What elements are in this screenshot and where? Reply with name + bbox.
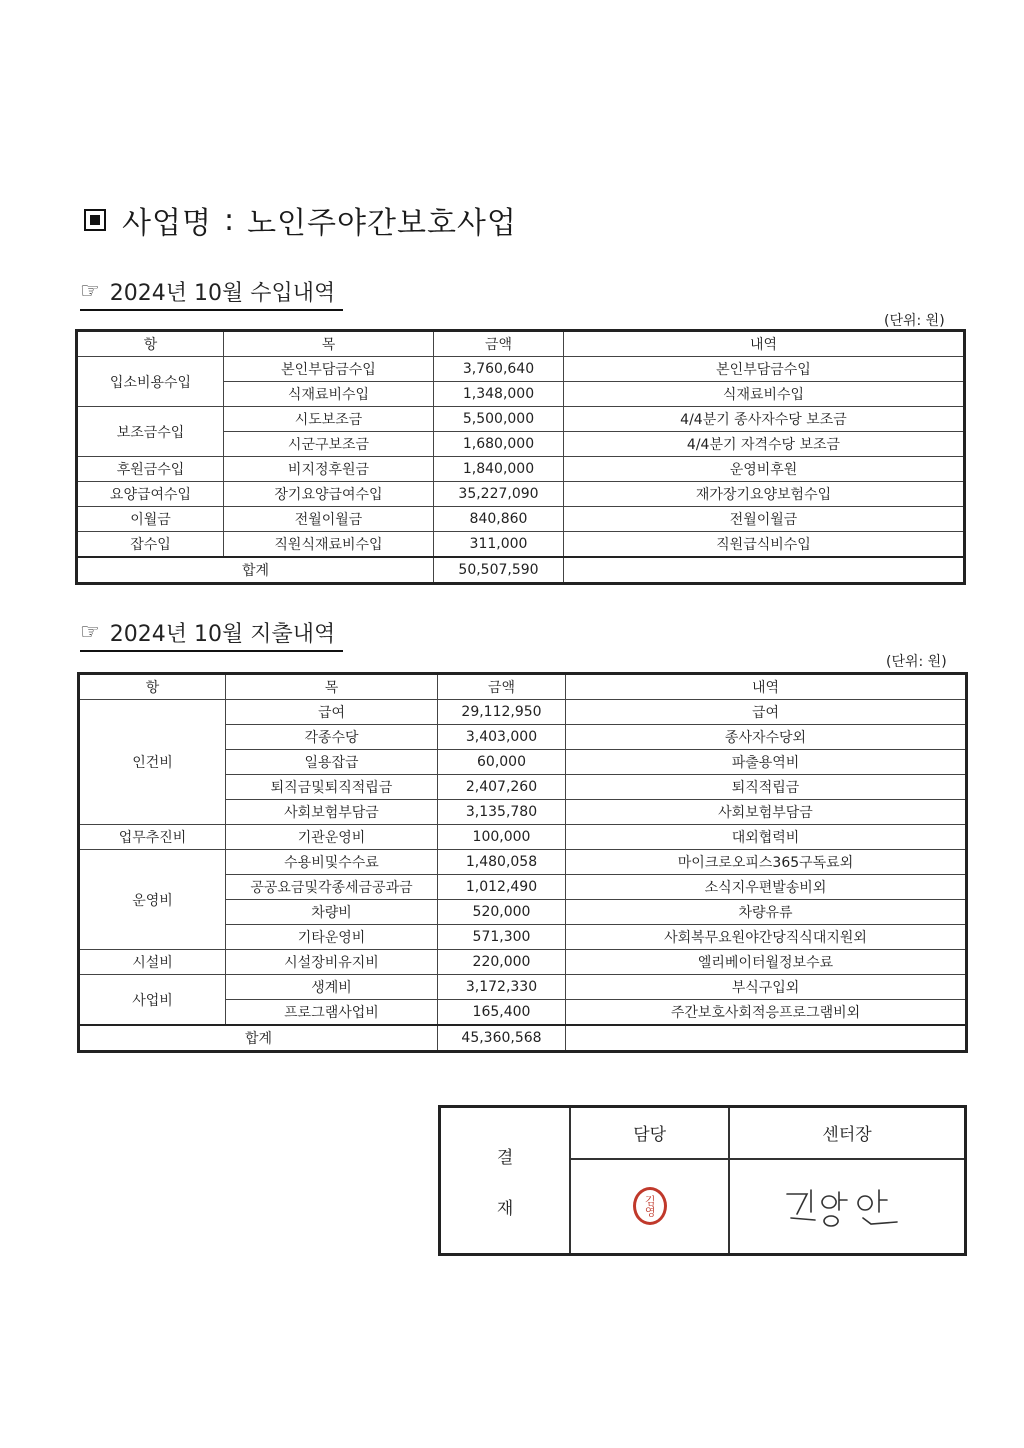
amount-cell: 3,403,000	[438, 725, 566, 750]
detail-cell: 퇴직적립금	[566, 775, 967, 800]
table-row	[79, 825, 967, 850]
detail-cell: 직원급식비수입	[564, 532, 965, 558]
amount-cell: 100,000	[438, 825, 566, 850]
header-amount: 금액	[434, 331, 564, 357]
header-amount: 금액	[438, 674, 566, 700]
total-amount: 50,507,590	[434, 557, 564, 584]
income-unit: (단위: 원)	[884, 313, 945, 329]
expense-heading	[80, 617, 343, 652]
mok-cell: 기관운영비	[226, 825, 438, 850]
detail-cell: 식재료비수입	[564, 382, 965, 407]
hang-cell: 입소비용수입	[77, 357, 224, 407]
mok-cell: 시도보조금	[224, 407, 434, 432]
income-heading-text: 2024년 10월 수입내역	[109, 281, 336, 306]
title-prefix: 사업명	[122, 206, 212, 241]
expense-unit: (단위: 원)	[886, 654, 947, 670]
detail-cell: 부식구입외	[566, 975, 967, 1000]
mok-cell: 생계비	[226, 975, 438, 1000]
detail-cell: 사회복무요원야간당직식대지원외	[566, 925, 967, 950]
mok-cell: 비지정후원금	[224, 457, 434, 482]
amount-cell: 60,000	[438, 750, 566, 775]
detail-cell: 엘리베이터월정보수료	[566, 950, 967, 975]
detail-cell: 차량유류	[566, 900, 967, 925]
table-row	[79, 975, 967, 1000]
hang-cell: 요양급여수입	[77, 482, 224, 507]
mok-cell: 사회보험부담금	[226, 800, 438, 825]
approval-box	[438, 1105, 967, 1256]
amount-cell: 571,300	[438, 925, 566, 950]
table-row	[79, 700, 967, 725]
header-detail: 내역	[566, 674, 967, 700]
expense-table	[77, 672, 968, 1053]
income-table	[75, 329, 966, 585]
amount-cell: 3,172,330	[438, 975, 566, 1000]
amount-cell: 5,500,000	[434, 407, 564, 432]
title-colon: :	[223, 202, 236, 238]
hang-cell: 사업비	[79, 975, 226, 1026]
hang-cell: 시설비	[79, 950, 226, 975]
detail-cell: 주간보호사회적응프로그램비외	[566, 1000, 967, 1026]
amount-cell: 2,407,260	[438, 775, 566, 800]
hang-cell: 이월금	[77, 507, 224, 532]
pointing-hand-icon: ☞	[80, 620, 100, 645]
mok-cell: 본인부담금수입	[224, 357, 434, 382]
handwritten-signature	[777, 1182, 917, 1230]
header-mok: 목	[226, 674, 438, 700]
approval-label-top: 결	[496, 1147, 514, 1168]
income-heading	[80, 276, 343, 311]
header-hang: 항	[77, 331, 224, 357]
table-row	[77, 357, 965, 382]
detail-cell: 급여	[566, 700, 967, 725]
table-row	[79, 950, 967, 975]
detail-cell: 대외협력비	[566, 825, 967, 850]
amount-cell: 1,840,000	[434, 457, 564, 482]
detail-cell: 재가장기요양보험수입	[564, 482, 965, 507]
amount-cell: 220,000	[438, 950, 566, 975]
mok-cell: 각종수당	[226, 725, 438, 750]
mok-cell: 차량비	[226, 900, 438, 925]
detail-cell: 소식지우편발송비외	[566, 875, 967, 900]
table-row	[77, 407, 965, 432]
income-header-row	[77, 331, 965, 357]
total-detail	[564, 557, 965, 584]
amount-cell: 29,112,950	[438, 700, 566, 725]
table-row	[77, 482, 965, 507]
mok-cell: 전월이월금	[224, 507, 434, 532]
detail-cell: 전월이월금	[564, 507, 965, 532]
mok-cell: 시군구보조금	[224, 432, 434, 457]
mok-cell: 프로그램사업비	[226, 1000, 438, 1026]
approval-label-cell	[440, 1107, 571, 1255]
mok-cell: 식재료비수입	[224, 382, 434, 407]
expense-header-row	[79, 674, 967, 700]
detail-cell: 4/4분기 자격수당 보조금	[564, 432, 965, 457]
amount-cell: 35,227,090	[434, 482, 564, 507]
mok-cell: 공공요금및각종세금공과금	[226, 875, 438, 900]
amount-cell: 1,480,058	[438, 850, 566, 875]
table-row	[77, 457, 965, 482]
hang-cell: 후원금수입	[77, 457, 224, 482]
amount-cell: 165,400	[438, 1000, 566, 1026]
detail-cell: 4/4분기 종사자수당 보조금	[564, 407, 965, 432]
detail-cell: 운영비후원	[564, 457, 965, 482]
title-name: 노인주야간보호사업	[247, 206, 517, 241]
total-detail	[566, 1025, 967, 1052]
amount-cell: 520,000	[438, 900, 566, 925]
amount-cell: 1,680,000	[434, 432, 564, 457]
detail-cell: 종사자수당외	[566, 725, 967, 750]
hang-cell: 운영비	[79, 850, 226, 950]
table-row	[79, 850, 967, 875]
mok-cell: 퇴직금및퇴직적립금	[226, 775, 438, 800]
mok-cell: 기타운영비	[226, 925, 438, 950]
table-row	[77, 532, 965, 558]
hang-cell: 보조금수입	[77, 407, 224, 457]
header-hang: 항	[79, 674, 226, 700]
approval-col-director: 센터장	[729, 1107, 965, 1159]
mok-cell: 일용잡급	[226, 750, 438, 775]
detail-cell: 마이크로오피스365구독료외	[566, 850, 967, 875]
expense-heading-text: 2024년 10월 지출내역	[109, 622, 336, 647]
total-amount: 45,360,568	[438, 1025, 566, 1052]
detail-cell: 사회보험부담금	[566, 800, 967, 825]
header-detail: 내역	[564, 331, 965, 357]
header-mok: 목	[224, 331, 434, 357]
staff-seal-cell	[570, 1159, 729, 1255]
hang-cell: 잡수입	[77, 532, 224, 558]
mok-cell: 급여	[226, 700, 438, 725]
hang-cell: 인건비	[79, 700, 226, 825]
total-label: 합계	[79, 1025, 438, 1052]
amount-cell: 3,135,780	[438, 800, 566, 825]
total-row	[77, 557, 965, 584]
table-row	[77, 507, 965, 532]
amount-cell: 1,348,000	[434, 382, 564, 407]
amount-cell: 840,860	[434, 507, 564, 532]
mok-cell: 장기요양급여수입	[224, 482, 434, 507]
detail-cell: 파출용역비	[566, 750, 967, 775]
mok-cell: 직원식재료비수입	[224, 532, 434, 558]
approval-col-staff: 담당	[570, 1107, 729, 1159]
pointing-hand-icon: ☞	[80, 279, 100, 304]
hang-cell: 업무추진비	[79, 825, 226, 850]
detail-cell: 본인부담금수입	[564, 357, 965, 382]
mok-cell: 수용비및수수료	[226, 850, 438, 875]
approval-label-bottom: 재	[496, 1198, 514, 1219]
square-bullet-icon	[84, 209, 106, 231]
amount-cell: 1,012,490	[438, 875, 566, 900]
amount-cell: 3,760,640	[434, 357, 564, 382]
director-signature-cell	[729, 1159, 965, 1255]
mok-cell: 시설장비유지비	[226, 950, 438, 975]
total-label: 합계	[77, 557, 434, 584]
page-title	[84, 198, 517, 242]
red-seal-stamp: 김영	[633, 1187, 667, 1225]
total-row	[79, 1025, 967, 1052]
amount-cell: 311,000	[434, 532, 564, 558]
